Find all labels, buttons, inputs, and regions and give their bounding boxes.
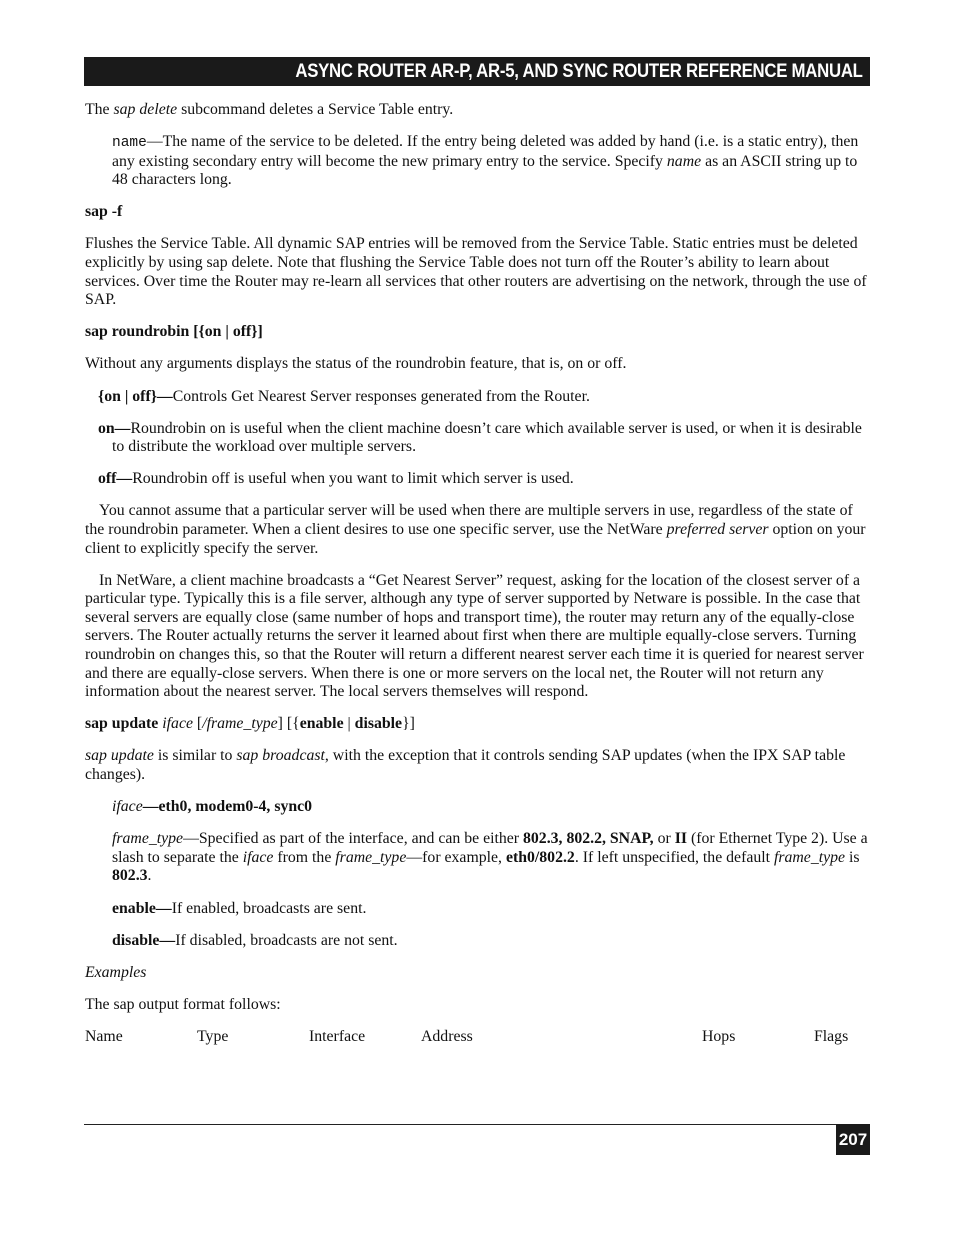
italic-text: preferred server xyxy=(666,521,769,538)
roundrobin-heading xyxy=(85,323,870,342)
column-header: Name xyxy=(85,1027,123,1045)
text: —The name of the service to be deleted. If the entry being deleted was added by hand (i.e. is a static entry), then any existing secondary entry will become the new primary entry to the service. Specify xyxy=(112,133,859,170)
sap-update-heading xyxy=(85,715,870,734)
heading-text: sap roundrobin [{on | off}] xyxy=(85,323,263,341)
netware-paragraph: In NetWare, a client machine broadcasts a “Get Nearest Server” request, asking for the location of the closest server of a particular type. Typically this is a file server, although any type of server supported by Netware is possible. In the case that several servers are equally close (same number of hops and transport time), the router may return any of the equally-close servers. The Router actually returns the server it learned about first when there are multiple equally-close servers. Turning roundrobin on changes this, so that the Router will return a different nearest server each time it is queried for nearest server and there are equally-close servers. When there is one or more servers on the local net, the Router will not return any information about the nearest server. The local servers themselves will respond. xyxy=(85,571,864,701)
text: from the xyxy=(273,848,336,866)
text: If disabled, broadcasts are not sent. xyxy=(175,931,398,949)
text: (for Ethernet Type 2). Use a slash to separate the xyxy=(112,830,868,866)
command-name: sap delete xyxy=(113,101,178,118)
header-bar xyxy=(84,57,870,86)
text: or xyxy=(653,830,675,848)
command-name: sap broadcast xyxy=(236,747,325,765)
param-term-italic: name xyxy=(666,152,702,170)
heading-italic: /frame_type xyxy=(202,715,278,733)
footer-rule xyxy=(84,1124,870,1125)
on-parameter xyxy=(85,420,870,457)
text: }] xyxy=(402,715,415,733)
text: . If left unspecified, the default xyxy=(574,848,774,866)
column-header: Interface xyxy=(309,1027,366,1045)
param-term: enable— xyxy=(112,899,172,917)
param-term: disable— xyxy=(112,931,176,949)
text: Roundrobin off is useful when you want to limit which server is used. xyxy=(132,470,574,488)
text: option on your client to explicitly specify the server. xyxy=(85,521,866,557)
roundrobin-intro: Without any arguments displays the status of the roundrobin feature, that is, on or off. xyxy=(85,355,627,373)
off-parameter xyxy=(85,470,870,489)
examples-heading xyxy=(85,964,870,983)
examples-intro: The sap output format follows: xyxy=(85,995,281,1013)
heading-text: sap update xyxy=(85,715,163,733)
heading-text: disable xyxy=(354,715,403,733)
column-header: Address xyxy=(421,1027,473,1045)
sap-f-heading xyxy=(85,203,870,222)
heading-text: enable xyxy=(299,715,344,733)
sap-delete-paragraph xyxy=(85,101,870,120)
text: | xyxy=(343,715,355,733)
command-name: sap update xyxy=(85,747,154,765)
text: subcommand deletes a Service Table entry. xyxy=(177,101,454,118)
param-term: on— xyxy=(98,419,131,437)
param-term: frame_type xyxy=(112,830,184,848)
iface-parameter xyxy=(85,798,870,817)
text: Controls Get Nearest Server responses generated from the Router. xyxy=(172,387,590,405)
param-values: —eth0, modem0-4, sync0 xyxy=(142,798,313,816)
bold-text: 802.3, 802.2, SNAP, xyxy=(523,830,654,848)
text: Roundrobin on is useful when the client machine doesn’t care which available server is used, or when it is desirable to distribute the workload over multiple servers. xyxy=(112,419,862,456)
text: —Specified as part of the interface, and can be either xyxy=(183,830,523,848)
text: , with the exception that it controls sending SAP updates (when the IPX SAP table changes). xyxy=(85,747,846,784)
bold-text: 802.3 xyxy=(112,867,148,885)
sap-update-intro xyxy=(85,747,870,784)
text: is xyxy=(845,848,860,866)
name-parameter xyxy=(85,133,870,190)
param-term: iface xyxy=(112,798,143,816)
param-term: name xyxy=(112,135,147,152)
page-header-title: ASYNC ROUTER AR-P, AR-5, AND SYNC ROUTER REFERENCE MANUAL xyxy=(295,60,863,82)
sap-f-body: Flushes the Service Table. All dynamic SAP entries will be removed from the Service Table. Static entries must be deleted explicitly by using sap delete. Note that flushing the Service Table does not turn off the Router’s ability to learn about services. Over time the Router may re-learn all services that other routers are advertising on the network, through the use of SAP. xyxy=(85,235,867,309)
italic-text: iface xyxy=(242,848,274,866)
text: —for example, xyxy=(406,848,506,866)
text: The xyxy=(85,101,114,118)
frame-type-parameter xyxy=(85,830,870,886)
text: [ xyxy=(192,715,203,733)
italic-heading: Examples xyxy=(85,963,147,981)
column-header: Hops xyxy=(702,1027,736,1045)
enable-parameter xyxy=(85,900,870,919)
bold-text: eth0/802.2 xyxy=(505,848,575,866)
column-header: Type xyxy=(197,1027,229,1045)
sap-output-columns xyxy=(85,1028,870,1048)
text: If enabled, broadcasts are sent. xyxy=(171,899,367,917)
param-term: off— xyxy=(98,470,133,488)
heading-text: sap -f xyxy=(85,203,123,221)
text: . xyxy=(147,867,152,885)
italic-text: frame_type xyxy=(773,848,846,866)
onoff-parameter xyxy=(85,388,870,407)
param-term: {on | off}— xyxy=(98,387,173,405)
heading-italic: iface xyxy=(162,715,193,733)
text: as an ASCII string up to 48 characters long. xyxy=(112,152,858,189)
italic-text: frame_type xyxy=(335,848,407,866)
disable-parameter xyxy=(85,932,870,951)
text: is similar to xyxy=(153,747,237,765)
assume-paragraph xyxy=(85,502,870,558)
column-header: Flags xyxy=(814,1027,849,1045)
bold-text: II xyxy=(674,830,687,848)
page-body xyxy=(85,101,870,1048)
text: ] [{ xyxy=(277,715,300,733)
page-number: 207 xyxy=(836,1124,870,1155)
text: You cannot assume that a particular server will be used when there are multiple servers in use, regardless of the state of the roundrobin parameter. When a client desires to use one specific server, use the NetWare xyxy=(85,502,853,538)
